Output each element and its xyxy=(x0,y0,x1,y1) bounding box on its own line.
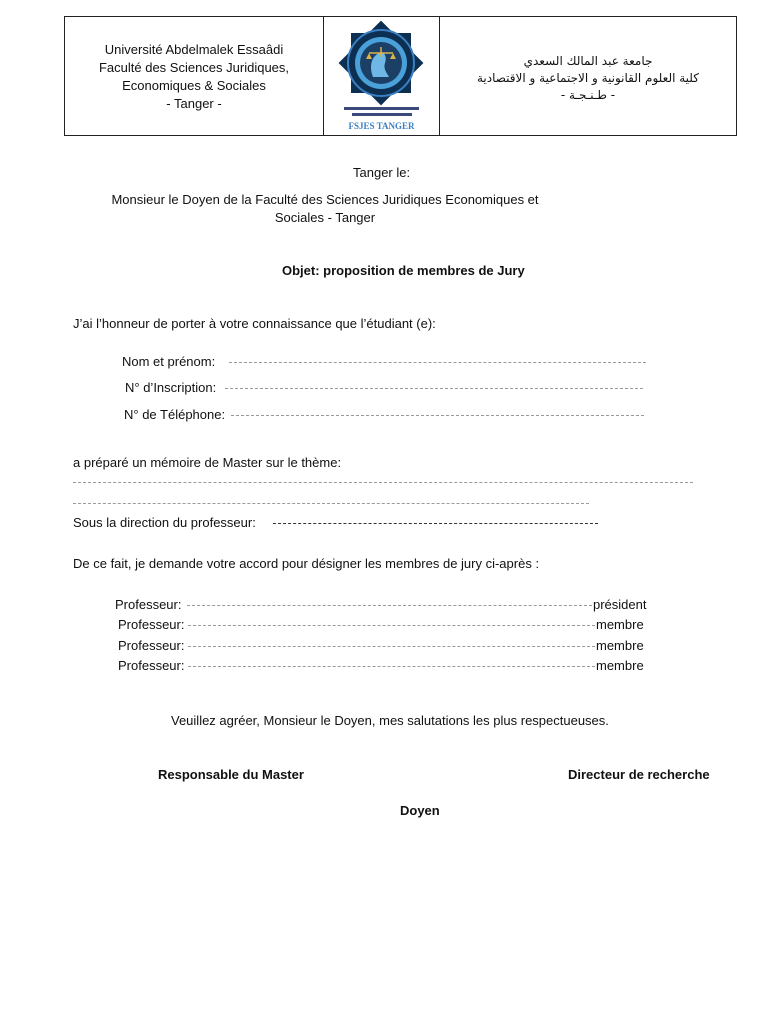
jury-role: membre xyxy=(596,638,644,653)
logo-emblem-icon xyxy=(324,17,439,135)
signature-master: Responsable du Master xyxy=(158,767,304,782)
header-ar-line: - طـنـجـة - xyxy=(560,88,616,102)
jury-label: Professeur: xyxy=(118,617,185,632)
place-date: Tanger le: xyxy=(353,165,411,180)
subject: Objet: proposition de membres de Jury xyxy=(282,263,525,278)
jury-role: président xyxy=(593,597,647,612)
faculty-logo xyxy=(324,17,439,135)
header-ar-line: كلية العلوم القانونية و الاجتماعية و الاقتصادية xyxy=(477,71,699,85)
field-phone-label: N° de Téléphone: xyxy=(124,407,226,422)
jury-line[interactable] xyxy=(188,666,595,667)
intro-text: J’ai l’honneur de porter à votre connaissance que l’étudiant (e): xyxy=(73,316,436,331)
field-inscription-label: N° d’Inscription: xyxy=(125,380,217,395)
field-inscription-line[interactable] xyxy=(225,388,643,389)
jury-line[interactable] xyxy=(188,625,595,626)
jury-line[interactable] xyxy=(187,605,592,606)
signature-dean: Doyen xyxy=(400,803,440,818)
jury-label: Professeur: xyxy=(115,597,182,612)
logo-caption: FSJES TANGER xyxy=(348,121,415,131)
jury-label: Professeur: xyxy=(118,658,185,673)
field-name-line[interactable] xyxy=(229,362,646,363)
jury-label: Professeur: xyxy=(118,638,185,653)
jury-role: membre xyxy=(596,617,644,632)
direction-line[interactable] xyxy=(273,523,598,524)
field-name-label: Nom et prénom: xyxy=(122,354,216,369)
header-fr-line: - Tanger - xyxy=(166,96,222,111)
field-phone-line[interactable] xyxy=(231,415,644,416)
recipient-line: Sociales - Tanger xyxy=(274,210,376,225)
header-fr-line: Economiques & Sociales xyxy=(122,78,266,93)
theme-line-1[interactable] xyxy=(73,482,693,483)
university-name-ar xyxy=(440,53,736,104)
header-ar-line: جامعة عبد المالك السعدي xyxy=(523,54,653,68)
jury-line[interactable] xyxy=(188,646,595,647)
closing-text: Veuillez agréer, Monsieur le Doyen, mes salutations les plus respectueuses. xyxy=(171,713,609,728)
university-name-fr xyxy=(65,41,323,113)
header-fr-line: Université Abdelmalek Essaâdi xyxy=(104,42,284,57)
jury-role: membre xyxy=(596,658,644,673)
letterhead xyxy=(64,16,737,136)
direction-text: Sous la direction du professeur: xyxy=(73,515,256,530)
header-fr-line: Faculté des Sciences Juridiques, xyxy=(98,60,290,75)
theme-line-2[interactable] xyxy=(73,503,589,504)
theme-text: a préparé un mémoire de Master sur le thème: xyxy=(73,455,342,470)
signature-director: Directeur de recherche xyxy=(568,767,710,782)
request-text: De ce fait, je demande votre accord pour désigner les membres de jury ci-après : xyxy=(73,556,540,571)
recipient xyxy=(60,191,590,227)
recipient-line: Monsieur le Doyen de la Faculté des Sciences Juridiques Economiques et xyxy=(111,192,539,207)
